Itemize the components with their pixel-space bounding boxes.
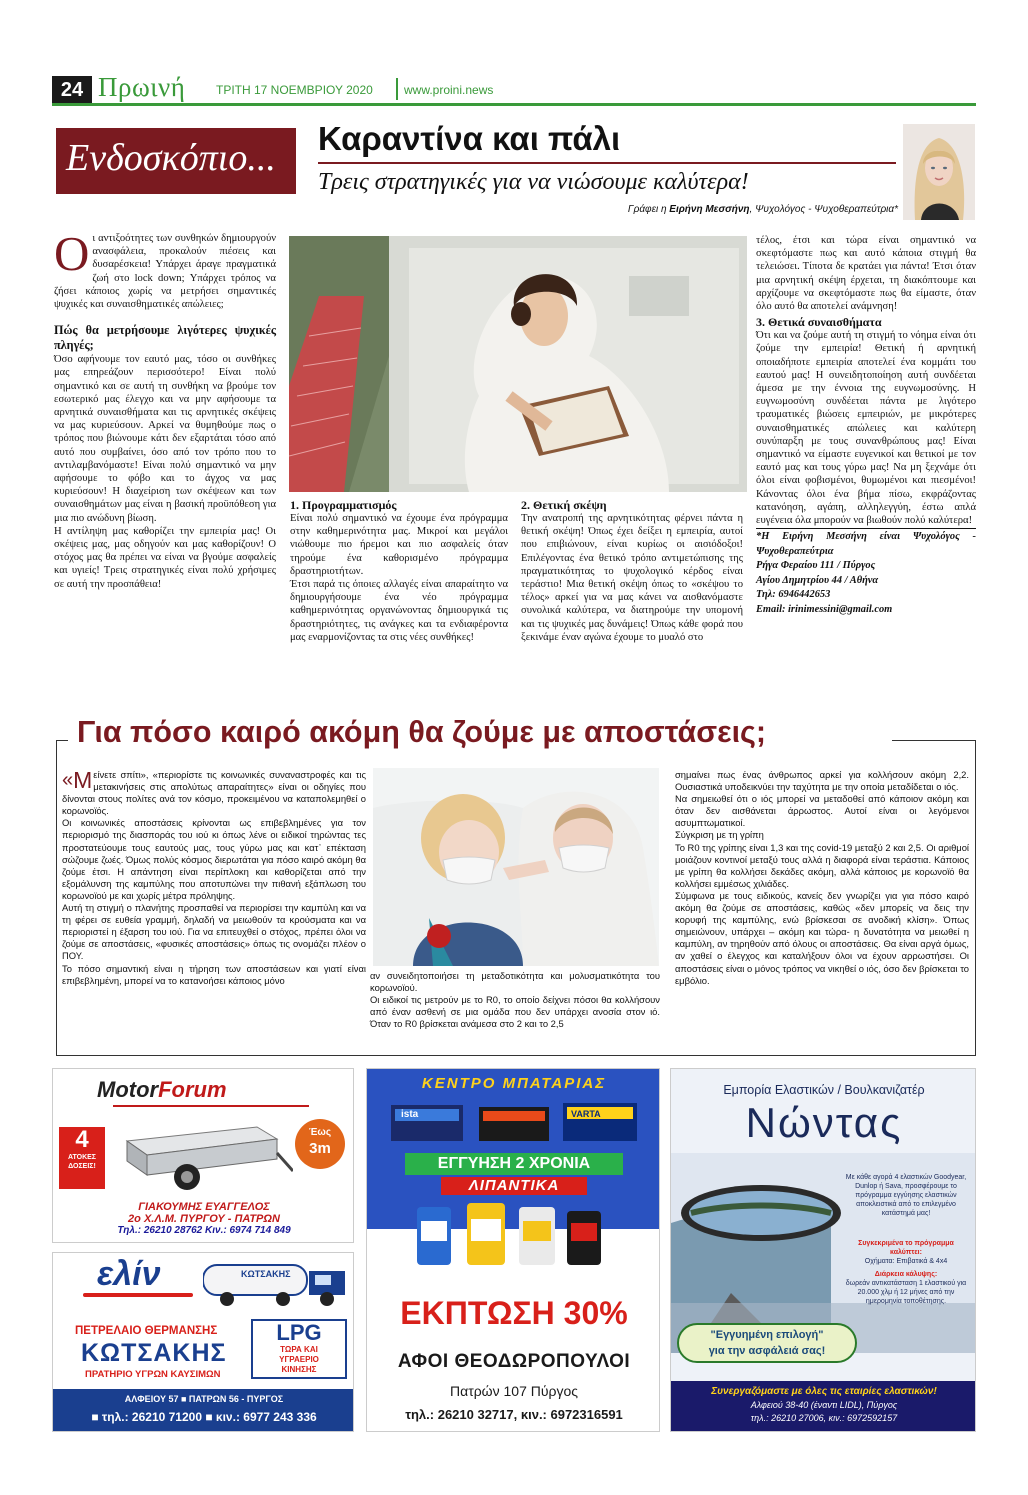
paragraph: Αυτή τη στιγμή ο πλανήτης προσπαθεί να περιορίσει την καμπύλη και να τη φέρει σε ευθεία γραμμή, δηλαδή να μειωθούν τα κρούσματα και να περιοριστεί η έξαρση του ιού. Για να επιτευχθεί ο στόχος, πρέπει όλοι να ζούμε σε αποστάσεις, «φυσικές αποστάσεις» όπως τις ονομάζει πλέον ο ΠΟΥ.	[62, 902, 366, 962]
paragraph: Σύμφωνα με τους ειδικούς, κανείς δεν γνωρίζει για για πόσο καιρό ακόμη θα ζούμε σε αποστάσεις, καθώς «δεν μπορείς να δεις την κορυφή της καμπύλης, ενώ βρίσκεσαι σε ανοδική κλίση». Όπως σημειώνουν, υπάρχει – ακόμη και τώρα- η δυνατότητα να μειωθεί η καμπύλη, αν τηρηθούν από όλους οι αποστάσεις. Θα είναι αργά όμως, αν χαθεί ο έλεγχος και καταλήξουν όλοι να έχουν αρρωστήσει. Οι αποστάσεις είναι ο μόνος τρόπος να νικηθεί ο ιός, όσο δεν βρίσκεται το εμβόλιο.	[675, 889, 969, 986]
battery-brand-1: ista	[401, 1109, 419, 1120]
article-column-4	[756, 234, 976, 617]
installments-badge: 4 ΑΤΟΚΕΣ ΔΟΣΕΙΣ!	[59, 1127, 105, 1189]
company-phones: τηλ.: 26210 32717, κιν.: 6972316591	[405, 1407, 623, 1422]
kotsakis-footer: ΑΛΦΕΙΟΥ 57 ■ ΠΑΤΡΩΝ 56 - ΠΥΡΓΟΣ ■ τηλ.: 26210 71200 ■ κιν.: 6977 243 336	[53, 1389, 354, 1432]
motorforum-contact-band: ΓΙΑΚΟΥΜΗΣ ΕΥΑΓΓΕΛΟΣ 2ο Χ.Λ.Μ. ΠΥΡΓΟΥ - ΠΑΤΡΩΝ Τηλ.: 26210 28762 Κιν.: 6974 714 849	[53, 1201, 354, 1243]
section-1-heading: 1. Προγραμματισμός	[290, 498, 397, 512]
article-2-column-1	[62, 769, 366, 987]
article-subtitle: Τρεις στρατηγικές για να νιώσουμε καλύτερα!	[318, 169, 749, 195]
guarantee-banner: ΕΓΓΥΗΣΗ 2 ΧΡΟΝΙΑ	[405, 1153, 623, 1175]
article-2-column-2	[370, 970, 660, 1030]
header-rule	[52, 103, 976, 106]
ad-nontas-tyres[interactable]	[670, 1068, 976, 1432]
truck-label-text: ΚΩΤΣΑΚΗΣ	[241, 1269, 291, 1279]
nontas-name: Νώντας	[745, 1099, 903, 1146]
ad-motorforum[interactable]	[52, 1068, 354, 1243]
byline-suffix: , Ψυχολόγος - Ψυχοθεραπεύτρια*	[749, 204, 898, 215]
section-2	[521, 498, 743, 644]
heating-oil-text: ΠΕΤΡΕΛΑΙΟ ΘΕΡΜΑΝΣΗΣ	[75, 1325, 218, 1337]
paragraph: τέλος, έτσι και τώρα είναι σημαντικό να σκεφτόμαστε πως και αυτό κάποια στιγμή θα τελειώσει. Τίποτα δε κρατάει για πάντα! Έτσι όταν μια αρνητική σκέψη έρχεται, τη διακόπτουμε και αρχίζουμε να σκεφτόμαστε πως θα είμαστε, όταν όλο αυτό θα αποτελεί ανάμνηση!	[756, 235, 976, 313]
open-quote: «	[62, 769, 74, 791]
elin-swoosh	[83, 1293, 193, 1297]
column-label-text: Ενδοσκόπιο...	[66, 137, 276, 179]
byline	[480, 204, 898, 215]
paragraph: Έτσι παρά τις όποιες αλλαγές είναι απαραίτητο να δημιουργήσουμε ένα νέο πρόγραμμα καθημερινότητας οργανώνοντας δημιουργικά τις δραστηριότητες, τις ανάγκες και τα ενδιαφέροντα μας εναρμονίζοντας τα στις νέες συνθήκες!	[290, 579, 508, 643]
motorforum-logo: MotorForum	[97, 1077, 227, 1102]
page-number: 24	[52, 76, 92, 104]
bio-line: Ρήγα Φεραίου 111 / Πύργος	[756, 560, 876, 572]
company-name: ΑΦΟΙ ΘΕΟΔΩΡΟΠΟΥΛΟΙ	[397, 1351, 631, 1372]
company-address: Πατρών 107 Πύργος	[449, 1383, 579, 1399]
paragraph: Το R0 της γρίπης είναι 1,3 και της covid-19 μεταξύ 2 και 2,5. Οι αριθμοί μοιάζουν κοντινοί μεταξύ τους αλλά η διαφορά είναι τεράστια. Κάποιος με γρίπη θα κολλήσει δεκάδες ακόμη, αλλά κάποιος με κορωνοϊό θα κολλήσει εμμέσως χιλιάδες.	[675, 841, 969, 889]
paragraph: Οι κοινωνικές αποστάσεις κρίνονται ως επιβεβλημένες για τον περιορισμό της διασποράς του ιού κι όπως λένε οι ειδικοί τηρώντας τες προστατεύουμε τους εαυτούς μας, τους γύρω μας και κατ᾽ επέκταση σώζουμε ζωές. Όμως πολύς κόσμος διερωτάται για πόσο καιρό ακόμη θα ζούμε έτσι. Η απάντηση είναι περίπλοκη και καθορίζεται από την εξομάλυνση της καμπύλης που αποτυπώνει την πιθανή εξάπλωση του κορωνοϊού με και χωρίς μέτρα πρόληψης.	[62, 817, 366, 901]
lubricants-banner: ΛΙΠΑΝΤΙΚΑ	[441, 1177, 587, 1195]
motorforum-underline	[113, 1105, 309, 1107]
dropcap: Μ	[73, 767, 93, 793]
oil-bottles-image	[407, 1197, 617, 1271]
paragraph: Όσο αφήνουμε τον εαυτό μας, τόσο οι συνθήκες μας επηρεάζουν περισσότερο! Είναι πολύ σημαντικό και σε αυτή τη συνθήκη να βρούμε τον εσωτερικό μας έλεγχο και να μην αφήσουμε τα αρνητικά συναισθήματα και τις αρνητικές σκέψεις να μας κυριεύσουν. Αρκεί να θυμηθούμε πως ο τρόπος που βιώνουμε κάτι δεν εξαρτάται τόσο από αυτό που συμβαίνει, όσο από τον τρόπο που το αντιλαμβανόμαστε! Είναι πολύ σημαντικό να μην αφήσουμε το φόβο και το άγχος να μας κυριεύσουν! Η διαχείριση των σκέψεων και των συναισθημάτων μας είναι η βασική προϋπόθεση για μια πιο ανώδυνη βίωση.	[54, 354, 276, 524]
paragraph: Είναι πολύ σημαντικό να έχουμε ένα πρόγραμμα στην καθημερινότητα μας. Μικροί και μεγάλοι νιώθουμε πιο ήρεμοι και πιο ασφαλείς όταν τηρούμε ένα καθορισμένο πρόγραμμα δραστηριοτήτων.	[290, 513, 508, 577]
batteries-image	[391, 1097, 641, 1143]
article-2-title: Για πόσο καιρό ακόμη θα ζούμε με αποστάσεις;	[74, 715, 769, 750]
header-divider	[396, 78, 398, 100]
issue-date: ΤΡΙΤΗ 17 ΝΟΕΜΒΡΙΟΥ 2020	[216, 83, 373, 97]
ad-battery-center[interactable]	[366, 1068, 660, 1432]
newspaper-logo: Πρωινή	[98, 72, 186, 102]
mural-photo	[289, 236, 747, 492]
kotsakis-name: ΚΩΤΣΑΚΗΣ	[81, 1339, 227, 1367]
nontas-promo: Με κάθε αγορά 4 ελαστικών Goodyear, Dunlop ή Sava, προσφέρουμε το πρόγραμμα εγγύησης ελαστικών αποκλειστικά από το επιλεγμένο κατάστημά μας!	[845, 1174, 967, 1217]
paragraph: σημαίνει πως ένας άνθρωπος αρκεί για κολλήσουν ακόμη 2,2. Ουσιαστικά υποδεικνύει την ταχύτητα με την οποία μεταδίδεται ο ιός.	[675, 769, 969, 793]
byline-prefix: Γράφει η	[627, 204, 670, 215]
section-heading: Πώς θα μετρήσουμε λιγότερες ψυχικές πληγές;	[54, 323, 276, 353]
nontas-tagline: Εμπορία Ελαστικών / Βουλκανιζατέρ	[723, 1083, 925, 1097]
ad-kotsakis[interactable]	[52, 1252, 354, 1432]
paragraph: Οι ειδικοί τις μετρούν με το R0, το οποίο δείχνει πόσοι θα κολλήσουν από έναν ασθενή σε μια ομάδα που δεν υπάρχει ανοσία στον ιό. Όταν το R0 βρίσκεται ανάμεσα στο 2 και το 2,5	[370, 994, 660, 1030]
lead-paragraph: « Μ είνετε σπίτι», «περιορίστε τις κοινωνικές συναναστροφές και τις μετακινήσεις στις απολύτως απαραίτητες» είναι οι οδηγίες που δίνονται στους πολίτες ανά τον κόσμο, προκειμένου να καταπολεμηθεί ο κορωνοϊός.	[62, 767, 366, 817]
station-text: ΠΡΑΤΗΡΙΟ ΥΓΡΩΝ ΚΑΥΣΙΜΩΝ	[85, 1369, 221, 1380]
section-1	[290, 498, 508, 644]
discount-text: ΕΚΠΤΩΣΗ 30%	[400, 1295, 628, 1331]
children-mask-photo	[373, 768, 659, 966]
tanker-truck-image	[203, 1259, 349, 1309]
website-link[interactable]: www.proini.news	[404, 83, 494, 97]
battery-brand-2: VARTA	[571, 1109, 601, 1119]
elin-logo: ελίν	[97, 1255, 161, 1293]
frame-top-right	[892, 740, 976, 741]
lpg-box: LPG ΤΩΡΑ ΚΑΙ ΥΓΡΑΕΡΙΟ ΚΙΝΗΣΗΣ	[251, 1319, 347, 1379]
title-rule	[318, 162, 896, 164]
author-bio	[756, 530, 976, 617]
paragraph: Η αντίληψη μας καθορίζει την εμπειρία μας! Οι σκέψεις μας, μας οδηγούν και μας καθορίζουν! Ο στόχος μας θα πρέπει να είναι να βγούμε ασφαλείς και υγιείς! Τρεις στρατηγικές είναι πολύ χρήσιμες σε αυτή την προσπάθεια!	[54, 525, 276, 590]
nontas-footer: Συνεργαζόμαστε με όλες τις εταιρίες ελαστικών! Αλφειού 38-40 (έναντι LIDL), Πύργος τηλ.: 26210 27006, κιν.: 6972592157	[671, 1381, 976, 1432]
paragraph: Την ανατροπή της αρνητικότητας φέρνει πάντα η θετική σκέψη! Όπως έχει δείξει η εμπειρία, αυτοί που επιβιώνουν, είναι κυρίως οι αισιόδοξοι! Επιλέγοντας ένα θετικό τρόπο αντιμετώπισης της πραγματικότητας το ψυχολογικό κέρδος είναι τεράστιο! Μια θετική σκέψη όπως το «σκέψου το τέλος» αρκεί για να μας κάνει να αισθανόμαστε συνολικά καλύτερα, να διατηρούμε την υπομονή και τις ψυχικές μας δυνάμεις! Όπως κάθε φορά που ξεκινάμε έναν αγώνα έχουμε το μυαλό στο	[521, 513, 743, 643]
bio-line: *Η Ειρήνη Μεσσήνη είναι Ψυχολόγος - Ψυχοθεραπεύτρια	[756, 531, 976, 557]
article-column-1	[54, 226, 276, 591]
section-2-heading: 2. Θετική σκέψη	[521, 498, 607, 512]
guarantee-bubble: "Εγγυημένη επιλογή" για την ασφάλειά σας!	[677, 1323, 857, 1363]
battery-title: ΚΕΝΤΡΟ ΜΠΑΤΑΡΙΑΣ	[421, 1075, 607, 1092]
size-burst: Έως 3m	[295, 1119, 345, 1169]
author-photo	[903, 124, 975, 220]
bio-line: Τηλ: 6946442653	[756, 589, 831, 601]
subheading: Σύγκριση με τη γρίπη	[675, 829, 764, 841]
article-2-column-3	[675, 769, 969, 987]
nontas-coverage: Συγκεκριμένα το πρόγραμμα καλύπτει: Οχήματα: Επιβατικά & 4x4 Διάρκεια κάλυψης: δωρεάν αντικατάσταση 1 ελαστικού για 20.000 χλμ ή 12 μήνες από την ημερομηνία τοποθέτησης.	[845, 1240, 967, 1305]
frame-top-left	[56, 740, 68, 741]
paragraph: Να σημειωθεί ότι ο ιός μπορεί να μεταδοθεί από κάποιον ακόμη και όταν δεν αισθάνεται άρρωστος. Αυτοί είναι οι λεγόμενοι ασυμπτωματικοί.	[675, 793, 969, 829]
bio-line: Αγίου Δημητρίου 44 / Αθήνα	[756, 574, 879, 586]
intro-paragraph: Οι αντιξοότητες των συνθηκών δημιουργούν ανασφάλεια, προκαλούν πιέσεις και δυσαρέσκεια! Υπάρχει άραγε πραγματικά ζωή στο lock down; Υπάρχει τρόπος να ζήσει κάποιος χωρίς να μετρήσει σημαντικές ψυχικές και συναισθηματικές απώλειες;	[54, 226, 276, 311]
dropcap: Ο	[54, 226, 90, 281]
paragraph: αν συνειδητοποιήσει τη μεταδοτικότητα και μολυσματικότητα του κορωνοϊού.	[370, 970, 660, 994]
section-3-heading: 3. Θετικά συναισθήματα	[756, 315, 882, 330]
bio-line[interactable]: Email: irinimessini@gmail.com	[756, 603, 893, 615]
article-title: Καραντίνα και πάλι	[318, 120, 621, 157]
byline-name: Ειρήνη Μεσσήνη	[669, 204, 750, 215]
paragraph: Ότι και να ζούμε αυτή τη στιγμή το νόημα είναι ότι ζούμε την εμπειρία! Θετική ή αρνητική οποιαδήποτε εμπειρία αποτελεί ένα κομμάτι του εαυτού μας! Η συνειδητοποίηση αυτή συνδέεται άμεσα με την έννοια της ευγνωμοσύνης. Η ευγνωμοσύνη συνδέεται πάντα με λιγότερο τραυματικές βιώσεις εμπειριών, με μικρότερες συναισθηματικές απώλειες και καλύτερη συνύπαρξη με τους συνανθρώπους μας! Είναι σημαντικό να είμαστε ευγενικοί και θετικοί με τον εαυτό μας και τους γύρω μας! Να μη ξεχνάμε ότι όλοι είναι φοβισμένοι, θυμωμένοι και πιεσμένοι! Κάνοντας όλοι ένα βήμα πίσω, εκφράζοντας κατανόηση, αγάπη, αλληλεγγύη, έστω απλά ευγένεια όλα μπορούν να βιωθούν πολύ καλύτερα!	[756, 329, 976, 529]
trailer-image	[117, 1113, 293, 1199]
page-header	[52, 74, 976, 106]
column-label	[56, 128, 296, 194]
paragraph: Το πόσο σημαντική είναι η τήρηση των αποστάσεων και γιατί είναι επιβεβλημένη, μπορεί να το κατανοήσει κάποιος μόνο	[62, 962, 366, 986]
